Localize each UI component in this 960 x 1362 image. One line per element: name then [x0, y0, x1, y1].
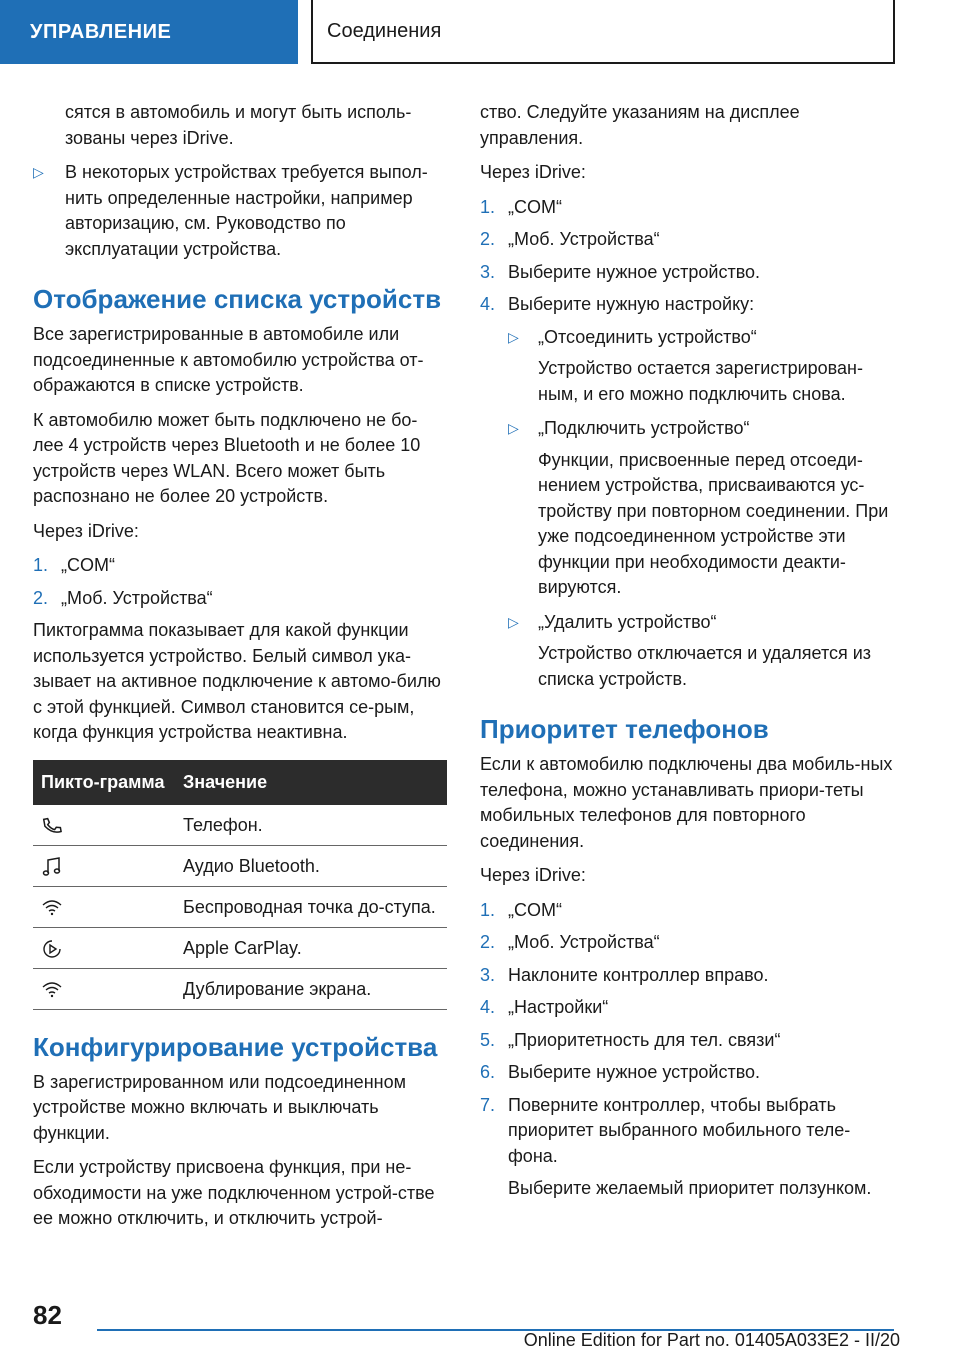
step-text: Выберите нужное устройство.: [508, 261, 761, 282]
triangle-bullet-icon: ▷: [33, 164, 44, 180]
table-header-pictogram: Пикто-грамма: [33, 760, 175, 805]
step-number: 2.: [480, 229, 496, 249]
option-label: „Подключить устройство“: [538, 418, 750, 438]
step-text: „Приоритетность для тел. связи“: [508, 1029, 781, 1050]
table-cell-text: Беспроводная точка до-ступа.: [175, 886, 447, 927]
table-cell-text: Аудио Bluetooth.: [175, 845, 447, 886]
option-description: Функции, присвоенные перед отсоеди-нением устройства, присваиваются ус-тройству при повторном соединении. При уже подсоединенном устройстве эти функции при необходимости деакти-вируются.: [538, 449, 889, 597]
step-number: 1.: [33, 555, 49, 575]
page-number: 82: [33, 1300, 62, 1330]
option-item: [480, 416, 898, 442]
option-item: [480, 325, 898, 351]
section-tab: УПРАВЛЕНИЕ: [0, 0, 298, 64]
pictogram-table: [33, 760, 447, 1010]
option-description: Устройство остается зарегистрирован-ным, и его можно подключить снова.: [538, 358, 863, 404]
step-text: „COM“: [61, 555, 115, 575]
step-text: Выберите нужную настройку:: [508, 294, 755, 314]
table-cell-text: Дублирование экрана.: [175, 968, 447, 1009]
via-idrive-label: Через iDrive:: [480, 865, 586, 885]
step-number: 7.: [480, 1094, 496, 1115]
table-cell-icon: [33, 927, 175, 968]
step-number: 4.: [480, 997, 496, 1017]
wifi-icon: [41, 897, 63, 919]
triangle-bullet-icon: ▷: [508, 613, 519, 630]
table-row: [33, 805, 447, 846]
paragraph: В зарегистрированном или подсоединенном устройстве можно включать и выключать функции.: [33, 1071, 406, 1143]
option-label: „Удалить устройство“: [538, 611, 717, 632]
step-item: [33, 586, 447, 612]
step-item: [480, 260, 898, 286]
table-cell-icon: [33, 968, 175, 1009]
step-text: „COM“: [508, 196, 562, 217]
step-item: [480, 1093, 898, 1170]
table-cell-text: Apple CarPlay.: [175, 927, 447, 968]
table-row: [33, 845, 447, 886]
step-text: „Моб. Устройства“: [508, 229, 660, 249]
via-idrive-label: Через iDrive:: [33, 520, 139, 541]
table-cell-text: Телефон.: [175, 805, 447, 846]
paragraph: Все зарегистрированные в автомобиле или подсоединенные к автомобилю устройства от-ображаются в списке устройств.: [33, 324, 424, 395]
step-number: 6.: [480, 1062, 496, 1082]
heading-device-list: Отображение списка устройств: [33, 284, 442, 314]
step-number: 1.: [480, 196, 496, 217]
step-item: [480, 930, 898, 956]
heading-device-config: Конфигурирование устройства: [33, 1031, 438, 1062]
table-header-row: [33, 760, 447, 805]
paragraph: Если устройству присвоена функция, при не-обходимости на уже подключенном устрой-стве ее можно отключить, и отключить устрой-: [33, 1157, 435, 1228]
paragraph: ство. Следуйте указаниям на дисплее управления.: [480, 102, 800, 148]
left-column: [33, 100, 447, 1241]
option-item: [480, 610, 898, 636]
step-item: [480, 963, 898, 989]
step-item: [480, 1028, 898, 1054]
step-item: [33, 553, 447, 579]
triangle-bullet-icon: ▷: [508, 328, 519, 345]
footer-edition: Online Edition for Part no. 01405A033E2 - II/20: [523, 1330, 900, 1350]
screen-mirroring-icon: [41, 979, 63, 1001]
table-cell-icon: [33, 805, 175, 846]
step-number: 4.: [480, 294, 496, 314]
table-row: [33, 886, 447, 927]
step-text: „Моб. Устройства“: [61, 587, 213, 608]
table-cell-icon: [33, 886, 175, 927]
chapter-title: Соединения: [311, 0, 895, 64]
table-cell-icon: [33, 845, 175, 886]
final-note: Выберите желаемый приоритет ползунком.: [508, 1178, 872, 1198]
bullet-text: В некоторых устройствах требуется выпол-нить определенные настройки, например авторизацию, см. Руководство по эксплуатации устройства.: [65, 162, 428, 259]
bullet-item: [33, 160, 447, 262]
option-description: Устройство отключается и удаляется из списка устройств.: [538, 643, 872, 689]
intro-continuation: сятся в автомобиль и могут быть исполь-зованы через iDrive.: [65, 102, 412, 148]
step-text: „Моб. Устройства“: [508, 932, 660, 952]
carplay-icon: [41, 938, 63, 960]
step-text: Поверните контроллер, чтобы выбрать приоритет выбранного мобильного теле-фона.: [508, 1094, 851, 1166]
step-item: [480, 995, 898, 1021]
option-label: „Отсоединить устройство“: [538, 326, 757, 347]
paragraph: Если к автомобилю подключены два мобиль-ных телефона, можно устанавливать приори-теты мобильных телефонов для повторного соединения.: [480, 754, 893, 851]
step-item: [480, 227, 898, 253]
step-item: [480, 898, 898, 924]
paragraph: К автомобилю может быть подключено не бо-лее 4 устройств через Bluetooth и не более 10 устройств через WLAN. Всего может быть распознано не более 20 устройств.: [33, 409, 421, 506]
table-row: [33, 927, 447, 968]
step-item: [480, 1060, 898, 1086]
step-number: 3.: [480, 261, 496, 282]
step-number: 5.: [480, 1029, 496, 1050]
music-note-icon: [41, 856, 63, 878]
right-column: [480, 100, 898, 1211]
table-row: [33, 968, 447, 1009]
step-number: 2.: [480, 932, 496, 952]
phone-icon: [41, 815, 63, 837]
step-text: „COM“: [508, 899, 562, 920]
triangle-bullet-icon: ▷: [508, 420, 519, 436]
step-text: Наклоните контроллер вправо.: [508, 964, 769, 985]
step-text: Выберите нужное устройство.: [508, 1062, 761, 1082]
step-number: 2.: [33, 587, 49, 608]
step-number: 1.: [480, 899, 496, 920]
step-number: 3.: [480, 964, 496, 985]
heading-phone-priority: Приоритет телефонов: [480, 714, 769, 744]
step-item: [480, 292, 898, 318]
step-text: „Настройки“: [508, 997, 609, 1017]
via-idrive-label: Через iDrive:: [480, 162, 586, 182]
table-header-meaning: Значение: [175, 760, 447, 805]
paragraph: Пиктограмма показывает для какой функции используется устройство. Белый символ ука-зывает на активное подключение к автомо-билю с этой функцией. Символ становится се-рым, когда функция устройства неактивна.: [33, 620, 441, 742]
step-item: [480, 195, 898, 221]
